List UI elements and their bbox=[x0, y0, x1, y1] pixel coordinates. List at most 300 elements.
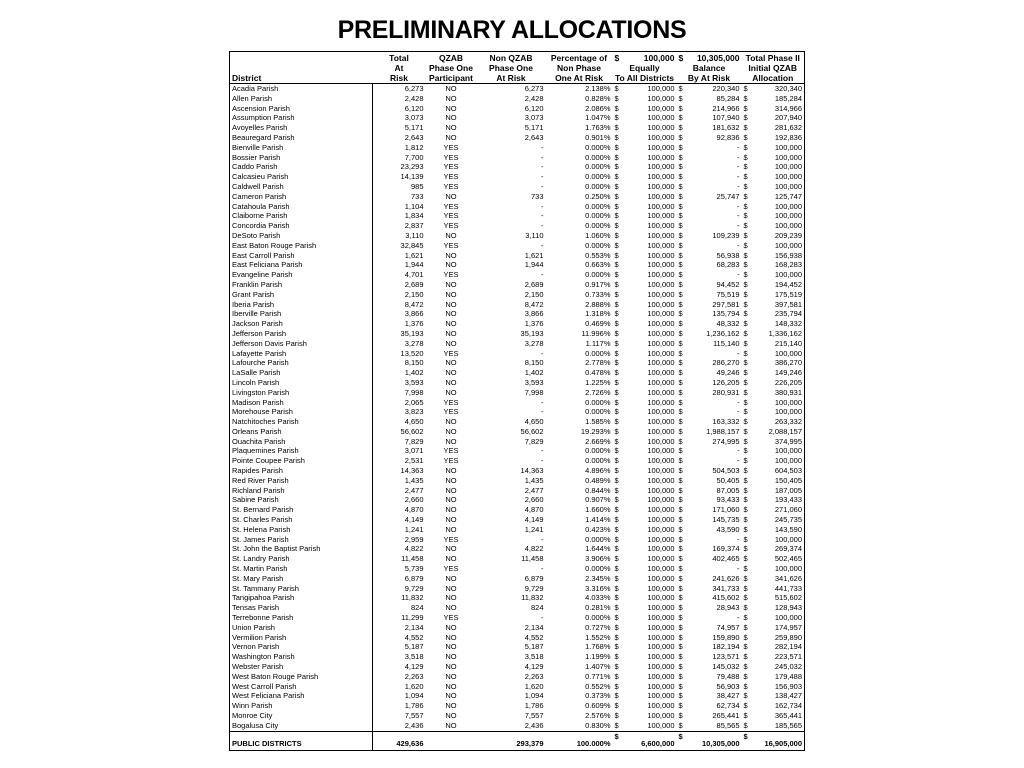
cell-total-at-risk: 824 bbox=[410, 603, 424, 613]
currency-sign: $ bbox=[678, 348, 683, 358]
cell-percentage: 4.896% bbox=[585, 466, 611, 476]
cell-balance-value: - bbox=[737, 181, 740, 191]
cell-phase-two bbox=[742, 525, 805, 535]
cell-phase-two bbox=[742, 349, 805, 359]
cell-equal bbox=[613, 349, 677, 359]
cell-balance bbox=[677, 495, 742, 505]
cell-total-at-risk: 5,739 bbox=[404, 564, 424, 574]
table-row bbox=[230, 515, 805, 525]
table-row bbox=[230, 162, 805, 172]
cell-district: Webster Parish bbox=[230, 662, 373, 672]
cell-balance-value: 220,340 bbox=[712, 84, 740, 93]
cell-total-at-risk: 4,822 bbox=[404, 544, 424, 554]
cell-balance-value: 169,374 bbox=[712, 544, 740, 554]
currency-sign: $ bbox=[678, 387, 683, 397]
currency-sign: $ bbox=[678, 123, 683, 133]
cell-percentage: 1.414% bbox=[585, 515, 611, 525]
currency-sign: $ bbox=[678, 642, 683, 652]
cell-balance bbox=[677, 633, 742, 643]
header-line: One At Risk bbox=[555, 73, 603, 83]
table-row bbox=[230, 231, 805, 241]
table-row bbox=[230, 662, 805, 672]
cell-balance bbox=[677, 162, 742, 172]
cell-equal bbox=[613, 476, 677, 486]
cell-district: Morehouse Parish bbox=[230, 407, 373, 417]
cell-qzab: NO bbox=[445, 593, 457, 603]
currency-sign: $ bbox=[614, 191, 619, 201]
cell-balance bbox=[677, 564, 742, 574]
cell-district: Avoyelles Parish bbox=[230, 123, 373, 133]
cell-phase-two bbox=[742, 672, 805, 682]
cell-balance-value: 107,940 bbox=[712, 113, 740, 123]
cell-balance-value: 163,332 bbox=[712, 417, 740, 427]
cell-total-at-risk: 8,472 bbox=[404, 299, 424, 309]
cell-balance bbox=[677, 251, 742, 261]
cell-balance-value: 25,747 bbox=[716, 191, 740, 201]
cell-equal-value: 100,000 bbox=[647, 671, 675, 681]
cell-percentage: 2.726% bbox=[585, 387, 611, 397]
cell-district: East Baton Rouge Parish bbox=[230, 241, 373, 251]
cell-qzab: NO bbox=[445, 289, 457, 299]
cell-qzab: NO bbox=[445, 701, 457, 711]
currency-sign: $ bbox=[743, 230, 748, 240]
cell-district: Tensas Parish bbox=[230, 603, 373, 613]
table-row bbox=[230, 407, 805, 417]
col-header-total-at-risk bbox=[373, 52, 426, 84]
cell-non-qzab: 11,832 bbox=[521, 593, 544, 603]
cell-balance-value: - bbox=[737, 446, 740, 456]
cell-non-qzab: 56,602 bbox=[520, 426, 544, 436]
currency-sign: $ bbox=[743, 475, 748, 485]
cell-phase-two-value: 223,571 bbox=[774, 652, 802, 662]
cell-district: West Carroll Parish bbox=[230, 682, 373, 692]
currency-sign: $ bbox=[614, 613, 619, 623]
currency-sign: $ bbox=[614, 53, 620, 63]
cell-percentage: 0.000% bbox=[585, 240, 611, 250]
currency-sign: $ bbox=[678, 221, 683, 231]
cell-district: Jackson Parish bbox=[230, 319, 373, 329]
cell-phase-two bbox=[742, 505, 805, 515]
cell-equal-value: 100,000 bbox=[647, 662, 675, 672]
cell-equal bbox=[613, 613, 677, 623]
cell-qzab: YES bbox=[443, 201, 459, 211]
cell-non-qzab: 11,458 bbox=[521, 554, 544, 564]
header-district-label: District bbox=[232, 73, 262, 83]
cell-phase-two bbox=[742, 691, 805, 701]
currency-sign: $ bbox=[614, 181, 619, 191]
cell-phase-two-value: 138,427 bbox=[774, 691, 802, 701]
cell-balance-value: 341,733 bbox=[712, 583, 740, 593]
header-row bbox=[230, 52, 805, 84]
cell-qzab: NO bbox=[445, 319, 457, 329]
cell-qzab: NO bbox=[445, 495, 457, 505]
cell-qzab: NO bbox=[445, 426, 457, 436]
cell-non-qzab: - bbox=[541, 397, 544, 407]
cell-percentage: 3.316% bbox=[585, 583, 611, 593]
table-row bbox=[230, 388, 805, 398]
cell-equal bbox=[613, 554, 677, 564]
totals-row bbox=[230, 731, 805, 750]
cell-district: Red River Parish bbox=[230, 476, 373, 486]
cell-equal bbox=[613, 505, 677, 515]
currency-sign: $ bbox=[743, 505, 748, 515]
header-line: QZAB bbox=[438, 53, 464, 63]
cell-equal-value: 100,000 bbox=[647, 681, 675, 691]
cell-qzab: YES bbox=[443, 613, 459, 623]
cell-non-qzab: 4,552 bbox=[524, 632, 544, 642]
header-line: By At Risk bbox=[687, 73, 731, 83]
cell-district: Tangipahoa Parish bbox=[230, 593, 373, 603]
currency-sign: $ bbox=[614, 731, 619, 741]
cell-balance bbox=[677, 192, 742, 202]
cell-district: St. John the Baptist Parish bbox=[230, 544, 373, 554]
currency-sign: $ bbox=[678, 162, 683, 172]
cell-phase-two-value: 374,995 bbox=[774, 436, 802, 446]
currency-sign: $ bbox=[678, 456, 683, 466]
totals-equal bbox=[613, 731, 677, 750]
table-row bbox=[230, 642, 805, 652]
cell-phase-two-value: 245,735 bbox=[774, 515, 802, 525]
cell-qzab: NO bbox=[445, 113, 457, 123]
cell-equal bbox=[613, 584, 677, 594]
cell-balance-value: 1,988,157 bbox=[706, 426, 740, 436]
cell-equal bbox=[613, 711, 677, 721]
cell-equal bbox=[613, 652, 677, 662]
cell-phase-two-value: 187,005 bbox=[774, 485, 802, 495]
table-row bbox=[230, 358, 805, 368]
cell-district: Ouachita Parish bbox=[230, 437, 373, 447]
cell-equal bbox=[613, 270, 677, 280]
cell-percentage: 2.669% bbox=[585, 436, 611, 446]
currency-sign: $ bbox=[614, 446, 619, 456]
cell-equal-value: 100,000 bbox=[647, 123, 675, 133]
cell-district: Richland Parish bbox=[230, 486, 373, 496]
cell-equal-value: 100,000 bbox=[647, 603, 675, 613]
cell-equal bbox=[613, 319, 677, 329]
cell-balance bbox=[677, 153, 742, 163]
currency-sign: $ bbox=[743, 152, 748, 162]
table-row bbox=[230, 123, 805, 133]
currency-sign: $ bbox=[614, 93, 619, 103]
cell-non-qzab: 733 bbox=[530, 191, 544, 201]
cell-phase-two-value: 100,000 bbox=[774, 270, 802, 280]
cell-equal-value: 100,000 bbox=[647, 515, 675, 525]
cell-qzab: YES bbox=[443, 142, 459, 152]
header-line: Non Phase bbox=[557, 63, 601, 73]
cell-non-qzab: 14,363 bbox=[520, 466, 544, 476]
currency-sign: $ bbox=[614, 172, 619, 182]
header-line: Participant bbox=[429, 73, 473, 83]
cell-equal bbox=[613, 417, 677, 427]
cell-non-qzab: - bbox=[541, 348, 544, 358]
currency-sign: $ bbox=[614, 338, 619, 348]
currency-sign: $ bbox=[743, 211, 748, 221]
cell-phase-two-value: 100,000 bbox=[774, 397, 802, 407]
page-title: PRELIMINARY ALLOCATIONS bbox=[337, 16, 687, 44]
currency-sign: $ bbox=[614, 662, 619, 672]
currency-sign: $ bbox=[678, 240, 683, 250]
cell-district: Washington Parish bbox=[230, 652, 373, 662]
currency-sign: $ bbox=[614, 495, 619, 505]
table-row bbox=[230, 711, 805, 721]
currency-sign: $ bbox=[678, 515, 683, 525]
currency-sign: $ bbox=[678, 691, 683, 701]
currency-sign: $ bbox=[743, 417, 748, 427]
currency-sign: $ bbox=[743, 583, 748, 593]
cell-phase-two bbox=[742, 192, 805, 202]
cell-qzab: YES bbox=[443, 564, 459, 574]
currency-sign: $ bbox=[743, 191, 748, 201]
currency-sign: $ bbox=[743, 436, 748, 446]
cell-phase-two bbox=[742, 437, 805, 447]
currency-sign: $ bbox=[678, 260, 683, 270]
cell-non-qzab: - bbox=[541, 270, 544, 280]
cell-phase-two-value: 282,194 bbox=[774, 642, 802, 652]
cell-balance-value: 87,005 bbox=[716, 485, 740, 495]
cell-qzab: NO bbox=[445, 524, 457, 534]
currency-sign: $ bbox=[614, 270, 619, 280]
totals-balance-value: 10,305,000 bbox=[701, 738, 740, 748]
cell-qzab: NO bbox=[445, 691, 457, 701]
cell-non-qzab: - bbox=[541, 162, 544, 172]
currency-sign: $ bbox=[678, 671, 683, 681]
cell-phase-two-value: 209,239 bbox=[774, 230, 802, 240]
cell-percentage: 1.768% bbox=[585, 642, 611, 652]
cell-phase-two-value: 380,931 bbox=[774, 387, 802, 397]
currency-sign: $ bbox=[678, 495, 683, 505]
cell-non-qzab: - bbox=[541, 211, 544, 221]
cell-district: Caldwell Parish bbox=[230, 182, 373, 192]
cell-qzab: YES bbox=[443, 162, 459, 172]
table-row bbox=[230, 535, 805, 545]
cell-total-at-risk: 8,150 bbox=[404, 358, 424, 368]
totals-non-qzab: 293,379 bbox=[477, 731, 546, 750]
cell-qzab: NO bbox=[445, 603, 457, 613]
header-line: Total bbox=[389, 53, 409, 63]
currency-sign: $ bbox=[743, 446, 748, 456]
table-row bbox=[230, 554, 805, 564]
cell-phase-two-value: 281,632 bbox=[774, 123, 802, 133]
cell-total-at-risk: 11,299 bbox=[401, 613, 424, 623]
cell-balance-value: 43,590 bbox=[716, 524, 740, 534]
currency-sign: $ bbox=[614, 162, 619, 172]
header-line: Percentage of bbox=[550, 53, 608, 63]
cell-district: Iberville Parish bbox=[230, 309, 373, 319]
currency-sign: $ bbox=[743, 534, 748, 544]
cell-equal-value: 100,000 bbox=[647, 181, 675, 191]
cell-non-qzab: 9,729 bbox=[524, 583, 544, 593]
cell-phase-two bbox=[742, 329, 805, 339]
currency-sign: $ bbox=[678, 368, 683, 378]
cell-balance bbox=[677, 172, 742, 182]
cell-phase-two-value: 194,452 bbox=[774, 279, 802, 289]
currency-sign: $ bbox=[678, 603, 683, 613]
currency-sign: $ bbox=[743, 544, 748, 554]
cell-non-qzab: 3,518 bbox=[524, 652, 544, 662]
table-row bbox=[230, 574, 805, 584]
cell-balance bbox=[677, 466, 742, 476]
currency-sign: $ bbox=[678, 466, 683, 476]
cell-total-at-risk: 2,134 bbox=[404, 622, 424, 632]
cell-equal bbox=[613, 153, 677, 163]
currency-sign: $ bbox=[614, 299, 619, 309]
table-row bbox=[230, 721, 805, 731]
cell-qzab: NO bbox=[445, 554, 457, 564]
cell-percentage: 0.000% bbox=[585, 142, 611, 152]
cell-total-at-risk: 2,477 bbox=[404, 485, 424, 495]
table-row bbox=[230, 172, 805, 182]
cell-phase-two bbox=[742, 260, 805, 270]
header-line: Equally bbox=[629, 63, 660, 73]
cell-equal bbox=[613, 398, 677, 408]
table-row bbox=[230, 701, 805, 711]
currency-sign: $ bbox=[614, 564, 619, 574]
currency-sign: $ bbox=[614, 534, 619, 544]
cell-district: Livingston Parish bbox=[230, 388, 373, 398]
cell-qzab: YES bbox=[443, 221, 459, 231]
cell-percentage: 1.199% bbox=[585, 652, 611, 662]
cell-balance bbox=[677, 398, 742, 408]
currency-sign: $ bbox=[743, 84, 748, 93]
cell-percentage: 0.000% bbox=[585, 456, 611, 466]
currency-sign: $ bbox=[678, 554, 683, 564]
cell-phase-two bbox=[742, 309, 805, 319]
cell-total-at-risk: 3,593 bbox=[404, 377, 424, 387]
cell-phase-two-value: 365,441 bbox=[774, 711, 802, 720]
cell-equal bbox=[613, 358, 677, 368]
currency-sign: $ bbox=[743, 279, 748, 289]
cell-phase-two-value: 100,000 bbox=[774, 534, 802, 544]
cell-phase-two bbox=[742, 682, 805, 692]
cell-phase-two bbox=[742, 574, 805, 584]
cell-equal-value: 100,000 bbox=[647, 485, 675, 495]
cell-phase-two-value: 397,581 bbox=[774, 299, 802, 309]
cell-total-at-risk: 985 bbox=[410, 181, 424, 191]
currency-sign: $ bbox=[678, 152, 683, 162]
currency-sign: $ bbox=[614, 603, 619, 613]
cell-equal bbox=[613, 574, 677, 584]
currency-sign: $ bbox=[614, 436, 619, 446]
currency-sign: $ bbox=[743, 377, 748, 387]
table-row bbox=[230, 613, 805, 623]
cell-equal-value: 100,000 bbox=[647, 240, 675, 250]
currency-sign: $ bbox=[614, 123, 619, 133]
cell-percentage: 0.000% bbox=[585, 270, 611, 280]
currency-sign: $ bbox=[614, 652, 619, 662]
currency-sign: $ bbox=[743, 309, 748, 319]
cell-total-at-risk: 3,823 bbox=[404, 407, 424, 417]
cell-phase-two-value: 2,088,157 bbox=[768, 426, 802, 436]
cell-phase-two-value: 441,733 bbox=[774, 583, 802, 593]
cell-balance-value: - bbox=[737, 152, 740, 162]
cell-percentage: 1.225% bbox=[585, 377, 611, 387]
cell-balance bbox=[677, 241, 742, 251]
cell-non-qzab: - bbox=[541, 456, 544, 466]
cell-phase-two-value: 100,000 bbox=[774, 456, 802, 466]
cell-percentage: 0.000% bbox=[585, 397, 611, 407]
cell-balance-value: 402,465 bbox=[712, 554, 740, 564]
cell-total-at-risk: 4,149 bbox=[404, 515, 424, 525]
currency-sign: $ bbox=[614, 201, 619, 211]
cell-balance-value: 92,836 bbox=[716, 132, 740, 142]
cell-non-qzab: 1,094 bbox=[524, 691, 544, 701]
currency-sign: $ bbox=[743, 731, 748, 741]
cell-equal-value: 100,000 bbox=[647, 368, 675, 378]
cell-balance bbox=[677, 574, 742, 584]
currency-sign: $ bbox=[743, 172, 748, 182]
cell-equal-value: 100,000 bbox=[647, 446, 675, 456]
cell-equal bbox=[613, 603, 677, 613]
cell-qzab: YES bbox=[443, 172, 459, 182]
cell-balance bbox=[677, 525, 742, 535]
currency-sign: $ bbox=[678, 103, 683, 113]
cell-qzab: NO bbox=[445, 662, 457, 672]
cell-phase-two-value: 341,626 bbox=[774, 573, 802, 583]
cell-equal-value: 100,000 bbox=[647, 142, 675, 152]
currency-sign: $ bbox=[614, 622, 619, 632]
cell-equal-value: 100,000 bbox=[647, 593, 675, 603]
cell-total-at-risk: 1,786 bbox=[404, 701, 424, 711]
currency-sign: $ bbox=[614, 368, 619, 378]
cell-district: Concordia Parish bbox=[230, 221, 373, 231]
cell-district: St. Helena Parish bbox=[230, 525, 373, 535]
cell-district: Franklin Parish bbox=[230, 280, 373, 290]
cell-balance-value: 68,283 bbox=[716, 260, 740, 270]
cell-total-at-risk: 1,812 bbox=[404, 142, 424, 152]
cell-percentage: 0.250% bbox=[585, 191, 611, 201]
cell-total-at-risk: 2,065 bbox=[404, 397, 424, 407]
cell-equal-value: 100,000 bbox=[647, 417, 675, 427]
currency-sign: $ bbox=[743, 368, 748, 378]
currency-sign: $ bbox=[678, 524, 683, 534]
cell-phase-two-value: 175,519 bbox=[774, 289, 802, 299]
cell-total-at-risk: 7,700 bbox=[404, 152, 424, 162]
currency-sign: $ bbox=[614, 221, 619, 231]
cell-qzab: NO bbox=[445, 377, 457, 387]
cell-qzab: YES bbox=[443, 240, 459, 250]
cell-district: Bossier Parish bbox=[230, 153, 373, 163]
cell-phase-two-value: 100,000 bbox=[774, 221, 802, 231]
col-header-phase-two bbox=[742, 52, 805, 84]
cell-district: Natchitoches Parish bbox=[230, 417, 373, 427]
cell-qzab: NO bbox=[445, 328, 457, 338]
cell-total-at-risk: 1,620 bbox=[404, 681, 424, 691]
cell-qzab: NO bbox=[445, 544, 457, 554]
cell-total-at-risk: 1,376 bbox=[404, 319, 424, 329]
cell-equal bbox=[613, 427, 677, 437]
cell-phase-two-value: 162,734 bbox=[774, 701, 802, 711]
totals-balance bbox=[677, 731, 742, 750]
currency-sign: $ bbox=[678, 731, 683, 741]
cell-percentage: 0.000% bbox=[585, 181, 611, 191]
currency-sign: $ bbox=[743, 466, 748, 476]
cell-equal bbox=[613, 515, 677, 525]
currency-sign: $ bbox=[614, 319, 619, 329]
table-row bbox=[230, 652, 805, 662]
cell-balance bbox=[677, 270, 742, 280]
header-line: Balance bbox=[692, 63, 726, 73]
cell-phase-two bbox=[742, 476, 805, 486]
header-line: Phase One bbox=[429, 63, 473, 73]
cell-district: Grant Parish bbox=[230, 290, 373, 300]
cell-phase-two bbox=[742, 407, 805, 417]
cell-balance-value: 182,194 bbox=[712, 642, 740, 652]
cell-total-at-risk: 56,602 bbox=[400, 426, 424, 436]
cell-phase-two bbox=[742, 143, 805, 153]
cell-balance-value: 115,140 bbox=[712, 338, 740, 348]
cell-qzab: NO bbox=[445, 299, 457, 309]
cell-balance-value: - bbox=[737, 270, 740, 280]
